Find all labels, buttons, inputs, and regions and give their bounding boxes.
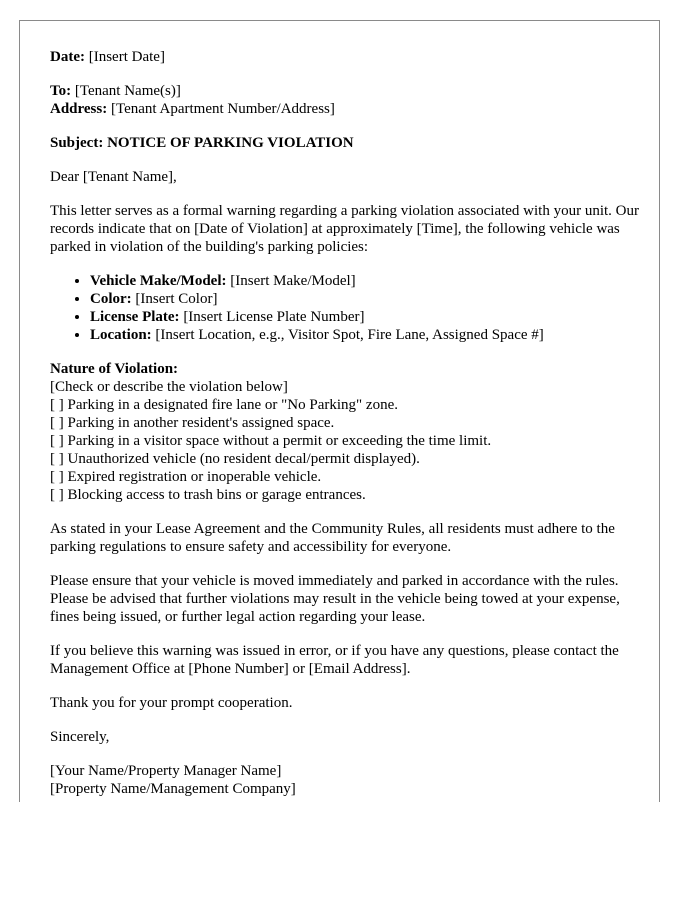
closing-line: Sincerely, [50,729,110,745]
signature-block [50,762,650,798]
address-value: [Tenant Apartment Number/Address] [110,101,335,117]
violation-section [50,360,650,504]
date-value: [Insert Date] [88,49,165,65]
vehicle-detail-item [90,308,650,326]
vehicle-detail-item [90,326,650,344]
violation-option: [ ] Parking in a designated fire lane or "No Parking" zone. [50,397,398,413]
lease-paragraph: As stated in your Lease Agreement and the Community Rules, all residents must adhere to the parking regulations to ensure safety and accessibility for everyone. [50,521,615,555]
to-line [50,82,650,100]
vehicle-detail-label: Vehicle Make/Model: [90,273,227,289]
violation-option: [ ] Parking in a visitor space without a permit or exceeding the time limit. [50,433,492,449]
salutation: Dear [Tenant Name], [50,169,177,185]
violation-heading: Nature of Violation: [50,361,179,377]
violation-option: [ ] Expired registration or inoperable vehicle. [50,469,322,485]
vehicle-detail-label: Color: [90,291,132,307]
signature-name: [Your Name/Property Manager Name] [50,763,282,779]
thanks-line: Thank you for your prompt cooperation. [50,695,293,711]
vehicle-detail-label: License Plate: [90,309,180,325]
violation-instruction: [Check or describe the violation below] [50,379,288,395]
to-label: To: [50,83,72,99]
vehicle-details-list [50,272,650,344]
subject-line [50,134,650,152]
vehicle-detail-item [90,290,650,308]
vehicle-detail-item [90,272,650,290]
date-line [50,48,650,66]
vehicle-detail-value: [Insert Location, e.g., Visitor Spot, Fire Lane, Assigned Space #] [155,327,544,343]
violation-option: [ ] Blocking access to trash bins or garage entrances. [50,487,366,503]
recipient-block [50,82,650,118]
vehicle-detail-label: Location: [90,327,152,343]
letter-content [50,48,650,814]
intro-paragraph: This letter serves as a formal warning regarding a parking violation associated with your unit. Our records indicate that on [Date of Violation] at approximately [Time], the following vehicle was parked in violation of the building's parking policies: [50,203,639,255]
subject-value: NOTICE OF PARKING VIOLATION [107,135,354,151]
date-label: Date: [50,49,85,65]
to-value: [Tenant Name(s)] [74,83,181,99]
vehicle-detail-value: [Insert Make/Model] [230,273,356,289]
action-paragraph: Please ensure that your vehicle is moved immediately and parked in accordance with the rules. Please be advised that further violations may result in the vehicle being towed at your expense, fines being issued, or further legal action regarding your lease. [50,573,620,625]
violation-option: [ ] Unauthorized vehicle (no resident decal/permit displayed). [50,451,420,467]
address-label: Address: [50,101,108,117]
subject-label: Subject: [50,135,104,151]
address-line [50,100,650,118]
signature-company: [Property Name/Management Company] [50,781,296,797]
vehicle-detail-value: [Insert Color] [135,291,218,307]
letter-page [19,20,660,802]
contact-paragraph: If you believe this warning was issued in error, or if you have any questions, please contact the Management Office at [Phone Number] or [Email Address]. [50,643,619,677]
vehicle-detail-value: [Insert License Plate Number] [183,309,365,325]
violation-option: [ ] Parking in another resident's assigned space. [50,415,335,431]
